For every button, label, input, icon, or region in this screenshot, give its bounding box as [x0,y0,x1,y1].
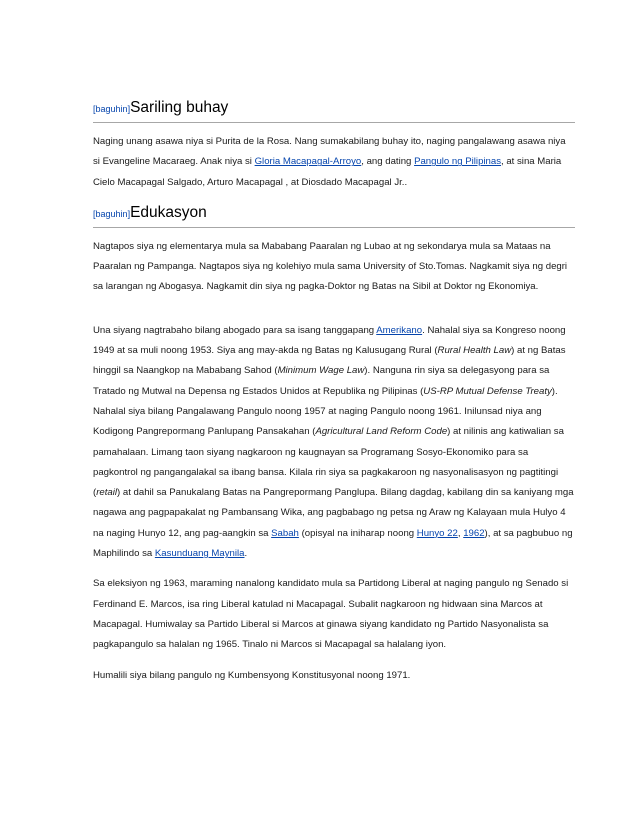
edit-section-link[interactable] [93,209,130,219]
section-heading-edukasyon [93,203,575,228]
paragraph-1963-election: Sa eleksiyon ng 1963, maraming nanalong kandidato mula sa Partidong Liberal at naging pangulo ng Senado si Ferdinand E. Marcos, isa ring Liberal katulad ni Macapagal. Subalit nagkaroon ng hidwaan sina Marcos at Macapagal. Humiwalay sa Partido Liberal si Marcos at ginawa siyang kandidato ng Partido Nasyonalista sa pagkapangulo sa halalan ng 1965. Tinalo ni Marcos si Macapagal sa halalang iyon. [93,578,569,651]
bracket-close: ] [127,104,131,114]
edit-link-label[interactable]: baguhin [95,104,128,114]
edit-link-label[interactable]: baguhin [95,208,128,219]
link-1962[interactable]: 1962 [463,527,485,539]
bracket-open: [ [93,104,96,114]
edit-section-link[interactable] [93,104,130,114]
bracket-close: ] [127,208,131,219]
paragraph-constitutional-convention: Humalili siya bilang pangulo ng Kumbensyong Konstitusyonal noong 1971. [93,669,411,681]
heading-title: Edukasyon [130,203,207,221]
heading-title: Sariling buhay [130,99,229,116]
section-heading-sariling-buhay [93,98,575,123]
link-gloria-macapagal-arroyo[interactable]: Gloria Macapagal-Arroyo [254,156,362,168]
link-kasunduang-maynila[interactable]: Kasunduang Maynila [154,548,245,560]
link-sabah[interactable]: Sabah [271,527,299,539]
article-body [93,98,575,696]
spacer [93,308,575,321]
bracket-open: [ [93,208,96,219]
paragraph-personal-life: Naging unang asawa niya si Purita de la Rosa. Nang sumakabilang buhay ito, naging pangalawang asawa niya si Evangeline Macaraeg. Anak niya si Gloria Macapagal-Arroyo, ang dating Pangulo ng Pilipinas, at sina Maria Cielo Macapagal Salgado, Arturo Macapagal , at Diosdado Macapagal Jr.. [93,136,566,188]
paragraph-career: Una siyang nagtrabaho bilang abogado para sa isang tanggapang Amerikano. Nahalal siya sa Kongreso noong 1949 at sa muli noong 1953. Siya ang may-akda ng Batas ng Kalusugang Rural (Rural Health Law) at ng Batas hinggil sa Naangkop na Mababang Sahod (Minimum Wage Law). Nanguna rin siya sa delegasyong para sa Tratado ng Mutwal na Depensa ng Estados Unidos at Republika ng Pilipinas (US-RP Mutual Defense Treaty). Nahalal siya bilang Pangalawang Pangulo noong 1957 at naging Pangulo noong 1961. Inilunsad niya ang Kodigong Pangrepormang Panlupang Pansakahan (Agricultural Land Reform Code) at nilinis ang katiwalian sa pamahalaan. Limang taon siyang nagkaroon ng kaugnayan sa Programang Sosyo-Ekonomiko para sa pagkontrol ng pangangalakal sa ibang bansa. Kilala rin siya sa pagkakaroon ng nasyonalisasyon ng pagtitingi (retail) at dahil sa Panukalang Batas na Pangrepormang Panglupa. Bilang dagdag, kabilang din sa kaniyang mga nagawa ang pagpapakalat ng Pambansang Wika, ang pagbabago ng petsa ng Araw ng Kalayaan mula Hulyo 4 na naging Hunyo 12, ang pag-aangkin sa Sabah (opisyal na iniharap noong Hunyo 22, 1962), at sa pagbubuo ng Maphilindo sa Kasunduang Maynila. [93,324,574,560]
link-pangulo-ng-pilipinas[interactable]: Pangulo ng Pilipinas [414,156,502,168]
link-hunyo-22[interactable]: Hunyo 22 [416,527,458,539]
paragraph-education: Nagtapos siya ng elementarya mula sa Mababang Paaralan ng Lubao at ng sekondarya mula sa Mataas na Paaralan ng Pampanga. Nagtapos siya ng kolehiyo mula sama University of Sto.Tomas. Nagkamit siya ng degri sa larangan ng Abogasya. Nagkamit din siya ng pagka-Doktor ng Batas na Sibil at Doktor ng Ekonomiya. [93,240,568,293]
link-amerikano[interactable]: Amerikano [376,324,423,336]
